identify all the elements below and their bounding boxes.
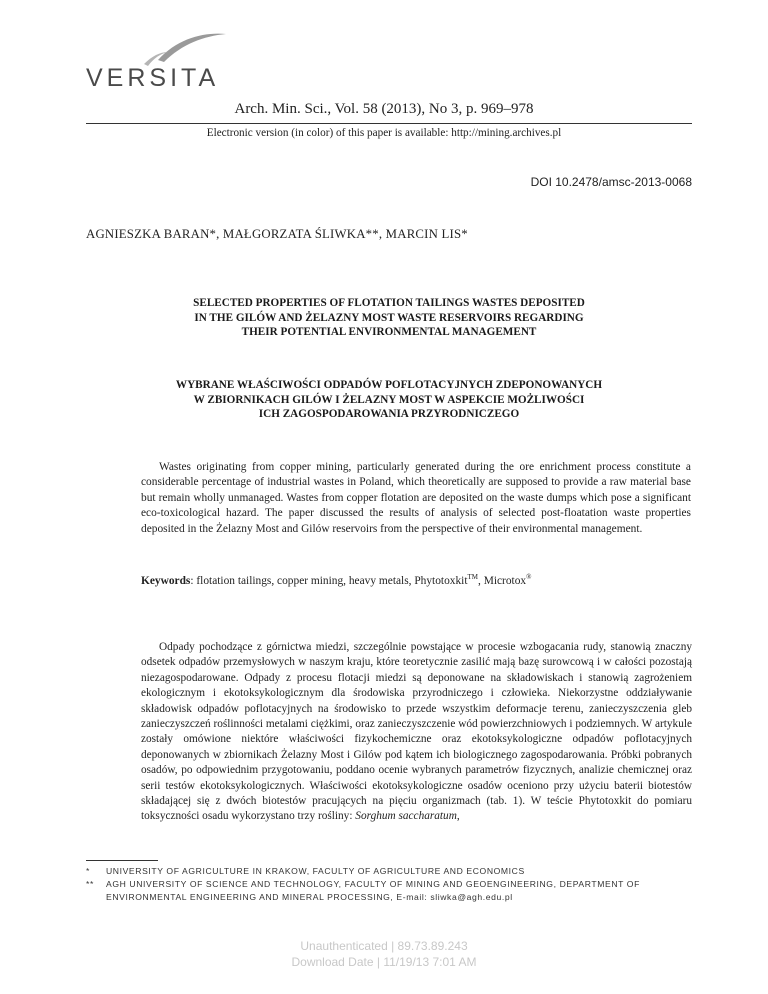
header-rule bbox=[86, 123, 692, 124]
watermark-line: Unauthenticated | 89.73.89.243 bbox=[300, 939, 468, 953]
watermark-line: Download Date | 11/19/13 7:01 AM bbox=[291, 955, 477, 969]
body-text: Odpady pochodzące z górnictwa miedzi, szczególnie powstające w procesie wzbogacania rudy, stanowią znaczny odsetek odpadów przemysłowych w naszym kraju, które teoretycznie zasilić mają bazę surowcową i w całości pozostają niezagospodarowane. Odpady z procesu flotacji miedzi są deponowane na składowiskach i stanowią zagrożeniem ekologicznym i ekotoksykologicznym dla środowiska przyrodniczego i człowieka. Niekorzystne oddziaływanie składowisk odpadów poflotacyjnych na środowisko to przede wszystkim deformacje terenu, zanieczyszczenia gleb zanieczyszczeń roślinności metalami ciężkimi, oraz zanieczyszczenie wód powierzchniowych i podziemnych. W artykule zostały omówione niektóre właściwości fizykochemiczne oraz ekotoksykologiczne odpadów poflotacyjnych deponowanych w zbiornikach Żelazny Most i Gilów pod kątem ich biologicznego zagospodarowania. Próbki pobranych osadów, po odpowiednim przygotowaniu, poddano ocenie wybranych parametrów fizycznych, analizie chemicznej oraz serii testów ekotoksykologicznych. Właściwości ekotoksykologiczne osadów oceniono przy użyciu baterii biotestów składającej się z dwóch biotestów pracujących na pięciu organizmach (tab. 1). W teście Phytotoxkit do pomiaru toksyczności osadu wykorzystano trzy rośliny: bbox=[141, 641, 692, 823]
electronic-version-note: Electronic version (in color) of this paper is available: http://mining.archives.pl bbox=[206, 127, 562, 139]
body-italic-species: Sorghum saccharatum bbox=[355, 810, 457, 823]
journal-citation: Arch. Min. Sci., Vol. 58 (2013), No 3, p. 969–978 bbox=[234, 101, 534, 117]
title-en-line: IN THE GILÓW AND ŻELAZNY MOST WASTE RESERVOIRS REGARDING bbox=[194, 311, 584, 324]
footnote-text: AGH UNIVERSITY OF SCIENCE AND TECHNOLOGY, FACULTY OF MINING AND GEOENGINEERING, DEPARTMENT OF ENVIRONMENTAL ENGINEERING AND MINERAL PROCESSING, E-mail: sliwka@agh.edu.pl bbox=[106, 879, 640, 902]
body-tail: , bbox=[456, 810, 460, 823]
registered-mark: ® bbox=[526, 573, 532, 581]
footnote-text: UNIVERSITY OF AGRICULTURE IN KRAKOW, FACULTY OF AGRICULTURE AND ECONOMICS bbox=[106, 866, 525, 876]
title-english bbox=[86, 296, 692, 340]
footnote bbox=[86, 878, 692, 903]
footnote-mark: * bbox=[86, 866, 90, 876]
title-pl-line: W ZBIORNIKACH GILÓW I ŻELAZNY MOST W ASPEKCIE MOŻLIWOŚCI bbox=[193, 393, 585, 406]
abstract: Wastes originating from copper mining, particularly generated during the ore enrichment process constitute a considerable percentage of industrial wastes in Poland, which theoretically are supposed to provide a raw material base but remain wholly unmanaged. Wastes from copper flotation are deposited on the waste dumps which pose a significant eco-toxicological hazard. The paper discussed the results of analysis of selected post-floatation waste properties deposited in the Żelazny Most and Gilów reservoirs from the perspective of their environmental management. bbox=[141, 461, 691, 535]
title-polish bbox=[86, 378, 692, 422]
keywords-text-mid: , Microtox bbox=[478, 574, 527, 587]
logo-text: VERSITA bbox=[86, 64, 220, 92]
doi: DOI 10.2478/amsc-2013-0068 bbox=[530, 175, 692, 189]
footnote-mark: ** bbox=[86, 879, 94, 889]
bird-swoosh-icon bbox=[86, 30, 236, 66]
title-pl-line: ICH ZAGOSPODAROWANIA PRZYRODNICZEGO bbox=[258, 408, 520, 420]
title-en-line: THEIR POTENTIAL ENVIRONMENTAL MANAGEMENT bbox=[241, 326, 537, 338]
authors: AGNIESZKA BARAN*, MAŁGORZATA ŚLIWKA**, MARCIN LIS* bbox=[86, 227, 468, 241]
keywords-label: Keywords bbox=[141, 574, 191, 587]
body-paragraph-polish bbox=[141, 640, 692, 825]
download-watermark bbox=[0, 938, 768, 970]
keywords-text: : flotation tailings, copper mining, heavy metals, Phytotoxkit bbox=[190, 574, 468, 587]
versita-logo bbox=[86, 30, 236, 90]
trademark-mark: TM bbox=[467, 573, 478, 581]
title-pl-line: WYBRANE WŁAŚCIWOŚCI ODPADÓW POFLOTACYJNYCH ZDEPONOWANYCH bbox=[175, 379, 603, 391]
footnote bbox=[86, 865, 692, 878]
keywords bbox=[141, 573, 691, 587]
footnote-rule bbox=[86, 860, 158, 861]
title-en-line: SELECTED PROPERTIES OF FLOTATION TAILINGS WASTES DEPOSITED bbox=[193, 297, 585, 309]
